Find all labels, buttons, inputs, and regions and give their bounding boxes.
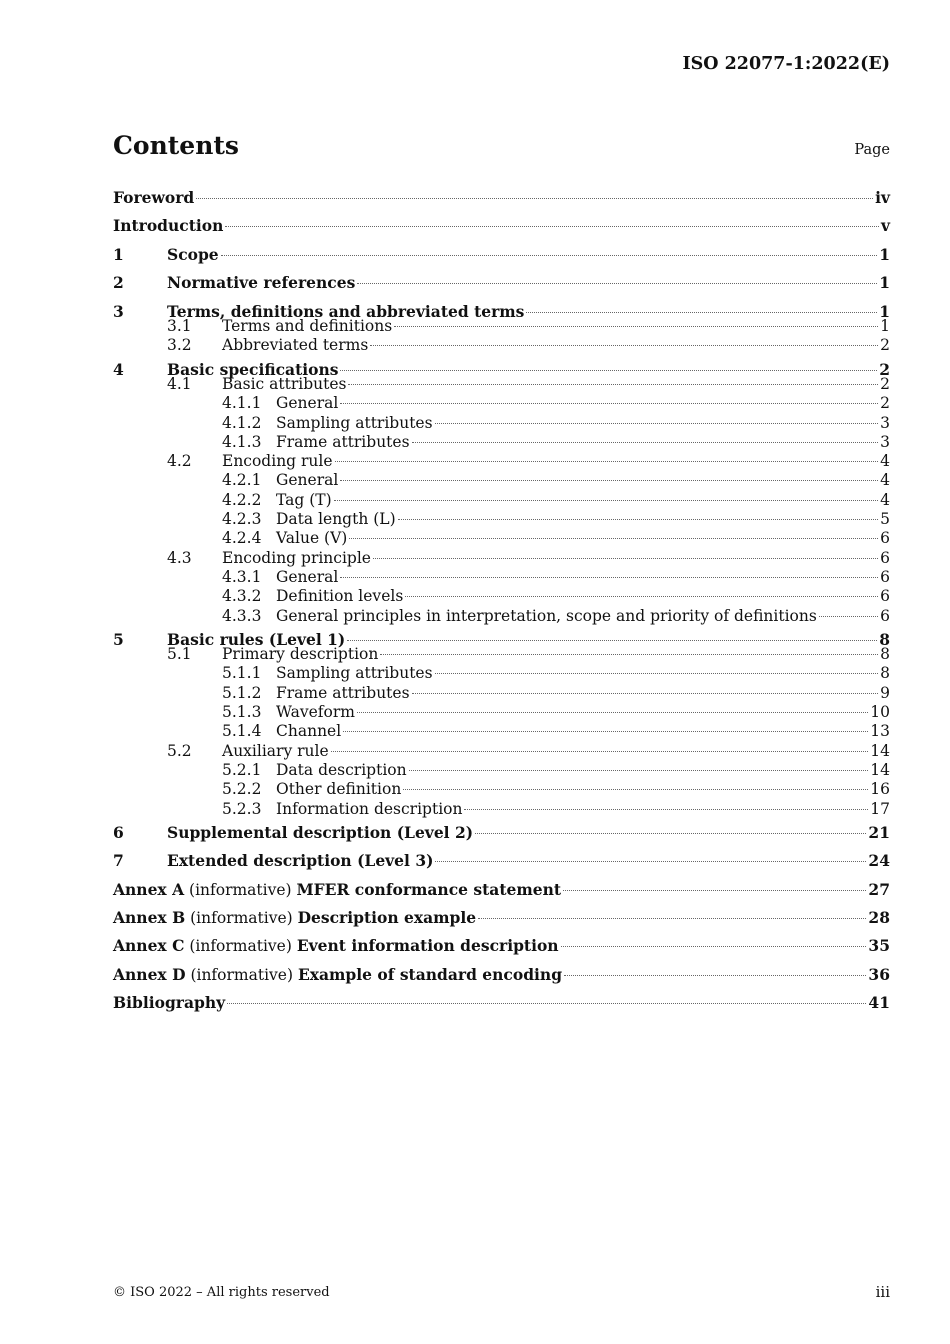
toc-entry-title: MFER conformance statement <box>296 879 562 899</box>
dot-leader <box>526 312 877 313</box>
toc-entry-page: 8 <box>879 629 890 649</box>
toc-entry-page: 14 <box>870 760 890 779</box>
dot-leader <box>357 283 877 284</box>
toc-entry-title: Encoding rule <box>222 452 333 471</box>
toc-entry-number: 1 <box>113 244 124 264</box>
dot-leader <box>357 712 868 713</box>
dot-leader <box>340 480 878 481</box>
dot-leader <box>340 403 878 404</box>
toc-entry-title: Basic specifications <box>167 359 339 379</box>
toc-entry[interactable] <box>113 491 890 510</box>
dot-leader <box>340 577 878 578</box>
toc-entry[interactable] <box>113 722 890 741</box>
annex-title-group <box>113 932 559 960</box>
toc-entry-number: 5 <box>113 629 124 649</box>
dot-leader <box>412 442 879 443</box>
dot-leader <box>331 751 869 752</box>
toc-entry-page: 35 <box>868 936 890 956</box>
toc-entry-page: 4 <box>880 471 890 490</box>
dot-leader <box>394 326 878 327</box>
dot-leader <box>475 833 866 834</box>
dot-leader <box>398 519 878 520</box>
toc-entry-title: Bibliography <box>113 993 226 1013</box>
toc-entry[interactable] <box>113 761 890 780</box>
toc-entry-title: Encoding principle <box>222 548 371 567</box>
toc-entry-title: Scope <box>167 244 219 264</box>
toc-entry-number: 4.3.2 <box>222 587 262 606</box>
toc-entry-number: 4.1 <box>167 374 192 393</box>
dot-leader <box>335 461 879 462</box>
toc-entry-page: 1 <box>880 316 890 335</box>
toc-entry-page: 13 <box>870 722 890 741</box>
toc-entry-title: Tag (T) <box>276 490 332 509</box>
dot-leader <box>380 654 878 655</box>
toc-entry-title: Auxiliary rule <box>222 741 329 760</box>
toc-entry-page: 17 <box>870 799 890 818</box>
toc-entry[interactable] <box>113 549 890 568</box>
toc-entry[interactable] <box>113 587 890 606</box>
toc-entry[interactable] <box>113 452 890 471</box>
toc-entry-page: iv <box>875 188 890 207</box>
toc-entry-title: Sampling attributes <box>276 664 433 683</box>
toc-entry-title: Description example <box>297 908 477 928</box>
toc-entry-page: 6 <box>880 567 890 586</box>
document-id: ISO 22077-1:2022(E) <box>682 54 890 74</box>
toc-entry-annex[interactable] <box>113 876 890 904</box>
toc-entry-title: Normative references <box>167 273 356 293</box>
toc-entry-title: Example of standard encoding <box>297 964 563 984</box>
toc-entry[interactable] <box>113 819 890 847</box>
toc-entry-number: 4.2.2 <box>222 490 262 509</box>
toc-entry[interactable] <box>113 394 890 413</box>
toc-entry-page: 2 <box>880 374 890 393</box>
toc-entry-title: Definition levels <box>276 587 404 606</box>
toc-entry[interactable] <box>113 568 890 587</box>
toc-entry-page: 41 <box>868 993 890 1013</box>
toc-entry-number: 4.2.4 <box>222 529 262 548</box>
toc-entry[interactable] <box>113 607 890 626</box>
toc-entry[interactable] <box>113 269 890 297</box>
dot-leader <box>564 975 866 976</box>
toc-entry[interactable] <box>113 433 890 452</box>
dot-leader <box>373 558 878 559</box>
toc-entry-number: 4.2.3 <box>222 510 262 529</box>
toc-entry-page: 24 <box>868 851 890 871</box>
toc-entry-page: 3 <box>880 432 890 451</box>
annex-informative-label: (informative) <box>184 880 297 899</box>
toc-entry-page: 4 <box>880 490 890 509</box>
toc-entry-page: 2 <box>880 336 890 355</box>
toc-entry[interactable] <box>113 471 890 490</box>
toc-entry-number: 5.2.1 <box>222 760 262 779</box>
toc-entry-number: 5.1.1 <box>222 664 262 683</box>
toc-entry-page: 2 <box>880 394 890 413</box>
toc-entry[interactable] <box>113 336 890 355</box>
toc-entry-page: 3 <box>880 413 890 432</box>
annex-label: Annex A <box>113 879 185 899</box>
annex-informative-label: (informative) <box>184 937 297 956</box>
dot-leader <box>347 640 877 641</box>
toc-entry-page: 6 <box>880 529 890 548</box>
toc-entry-page: 14 <box>870 741 890 760</box>
annex-informative-label: (informative) <box>185 965 298 984</box>
toc-entry[interactable] <box>113 800 890 819</box>
toc-entry-page: 8 <box>880 664 890 683</box>
dot-leader <box>478 918 866 919</box>
dot-leader <box>435 861 866 862</box>
toc-entry[interactable] <box>113 742 890 761</box>
toc-entry[interactable] <box>113 184 890 212</box>
toc-entries <box>113 184 890 876</box>
toc-entry[interactable] <box>113 847 890 875</box>
toc-entry-page: v <box>880 216 890 236</box>
dot-leader <box>563 890 866 891</box>
annex-title-group <box>113 904 476 932</box>
toc-entry-page: 1 <box>879 273 890 293</box>
toc-entry-page: 6 <box>880 606 890 625</box>
toc-entry[interactable] <box>113 212 890 240</box>
toc-entry-title: Foreword <box>113 188 195 207</box>
toc-entry[interactable] <box>113 645 890 664</box>
toc-entry-number: 5.2 <box>167 741 192 760</box>
toc-entry-annex[interactable] <box>113 932 890 960</box>
dot-leader <box>225 226 879 227</box>
dot-leader <box>343 731 868 732</box>
toc-entry-number: 6 <box>113 822 124 842</box>
toc-entry-title: Waveform <box>276 703 355 722</box>
toc-entry-title: Value (V) <box>276 529 348 548</box>
dot-leader <box>464 809 868 810</box>
toc-entry-title: Introduction <box>113 216 224 236</box>
dot-leader <box>340 370 877 371</box>
toc-entry-page: 28 <box>868 908 890 928</box>
dot-leader <box>221 255 878 256</box>
page-column-label: Page <box>854 142 890 158</box>
dot-leader <box>561 946 867 947</box>
toc-entry-title: Data description <box>276 760 407 779</box>
toc-entry-title: Terms and definitions <box>222 316 393 335</box>
toc-entry-title: Information description <box>276 799 463 818</box>
toc-entry-number: 5.1 <box>167 645 192 664</box>
table-of-contents <box>113 184 890 1018</box>
toc-entry[interactable] <box>113 241 890 269</box>
toc-entry-title: Frame attributes <box>276 683 410 702</box>
toc-entry-number: 3.2 <box>167 336 192 355</box>
footer-copyright: © ISO 2022 – All rights reserved <box>113 1285 330 1300</box>
footer-page-number: iii <box>875 1283 890 1301</box>
toc-entry-title: Sampling attributes <box>276 413 433 432</box>
toc-entry-page: 6 <box>880 587 890 606</box>
toc-entry[interactable] <box>113 529 890 548</box>
toc-entry-bibliography[interactable] <box>113 989 890 1017</box>
dot-leader <box>349 538 878 539</box>
annex-label: Annex C <box>113 936 185 956</box>
toc-entry-title: Abbreviated terms <box>222 336 369 355</box>
toc-entry-number: 4.1.3 <box>222 432 262 451</box>
toc-entry-page: 27 <box>868 879 890 899</box>
toc-entry-page: 8 <box>880 645 890 664</box>
toc-entry-page: 2 <box>879 359 890 379</box>
toc-entry-title: Terms, definitions and abbreviated terms <box>167 301 525 321</box>
toc-entry-title: Basic attributes <box>222 374 347 393</box>
toc-entry-title: General <box>276 394 339 413</box>
annex-title-group <box>113 961 562 989</box>
toc-entry-number: 5.2.2 <box>222 780 262 799</box>
dot-leader <box>435 673 879 674</box>
contents-title: Contents <box>113 131 240 160</box>
toc-entry-number: 7 <box>113 851 124 871</box>
annex-title-group <box>113 876 561 904</box>
toc-entry-page: 6 <box>880 548 890 567</box>
toc-entry-title: General <box>276 567 339 586</box>
toc-entry-number: 4.2 <box>167 452 192 471</box>
toc-entry-title: Other definition <box>276 780 402 799</box>
toc-entry-number: 5.1.4 <box>222 722 262 741</box>
toc-entry-number: 3 <box>113 301 124 321</box>
toc-entry-title: Channel <box>276 722 342 741</box>
toc-entry-number: 4.1.1 <box>222 394 262 413</box>
toc-entry[interactable] <box>113 703 890 722</box>
toc-entry-page: 1 <box>879 301 890 321</box>
toc-entry-title: Supplemental description (Level 2) <box>167 822 474 842</box>
toc-entry[interactable] <box>113 664 890 683</box>
toc-entry-number: 4 <box>113 359 124 379</box>
toc-entry-page: 16 <box>870 780 890 799</box>
toc-entry-number: 5.2.3 <box>222 799 262 818</box>
toc-entry-title: Basic rules (Level 1) <box>167 629 346 649</box>
dot-leader <box>403 789 868 790</box>
toc-entry-title: General principles in interpretation, scope and priority of definitions <box>276 606 817 625</box>
toc-entry-page: 4 <box>880 452 890 471</box>
toc-entry-page: 36 <box>868 964 890 984</box>
toc-entry-number: 5.1.3 <box>222 703 262 722</box>
dot-leader <box>412 693 879 694</box>
annex-informative-label: (informative) <box>185 909 298 928</box>
toc-entry-page: 10 <box>870 703 890 722</box>
toc-entry-number: 4.3.3 <box>222 606 262 625</box>
toc-entry-title: General <box>276 471 339 490</box>
dot-leader <box>409 770 869 771</box>
toc-entry-number: 4.3.1 <box>222 567 262 586</box>
annex-entries <box>113 876 890 990</box>
toc-entry-page: 5 <box>880 510 890 529</box>
toc-entry-annex[interactable] <box>113 904 890 932</box>
toc-entry-number: 2 <box>113 273 124 293</box>
dot-leader <box>334 500 878 501</box>
toc-entry-title: Frame attributes <box>276 432 410 451</box>
toc-entry-number: 4.1.2 <box>222 413 262 432</box>
toc-entry-number: 5.1.2 <box>222 683 262 702</box>
toc-entry-page: 1 <box>879 244 890 264</box>
toc-entry-title: Extended description (Level 3) <box>167 851 434 871</box>
toc-entry-annex[interactable] <box>113 961 890 989</box>
toc-entry[interactable] <box>113 780 890 799</box>
toc-entry-title: Primary description <box>222 645 379 664</box>
dot-leader <box>370 345 878 346</box>
toc-entry[interactable] <box>113 375 890 394</box>
toc-entry-number: 3.1 <box>167 316 192 335</box>
toc-entry[interactable] <box>113 510 890 529</box>
dot-leader <box>405 596 878 597</box>
annex-label: Annex B <box>113 908 186 928</box>
toc-entry-number: 4.3 <box>167 548 192 567</box>
dot-leader <box>348 384 878 385</box>
toc-entry-page: 9 <box>880 683 890 702</box>
annex-label: Annex D <box>113 964 186 984</box>
toc-entry-title: Data length (L) <box>276 510 396 529</box>
dot-leader <box>819 616 878 617</box>
toc-entry-number: 4.2.1 <box>222 471 262 490</box>
toc-entry[interactable] <box>113 414 890 433</box>
toc-entry-title: Event information description <box>296 936 559 956</box>
dot-leader <box>435 423 879 424</box>
dot-leader <box>227 1003 866 1004</box>
dot-leader <box>196 198 873 199</box>
toc-entry[interactable] <box>113 684 890 703</box>
toc-entry-page: 21 <box>868 822 890 842</box>
